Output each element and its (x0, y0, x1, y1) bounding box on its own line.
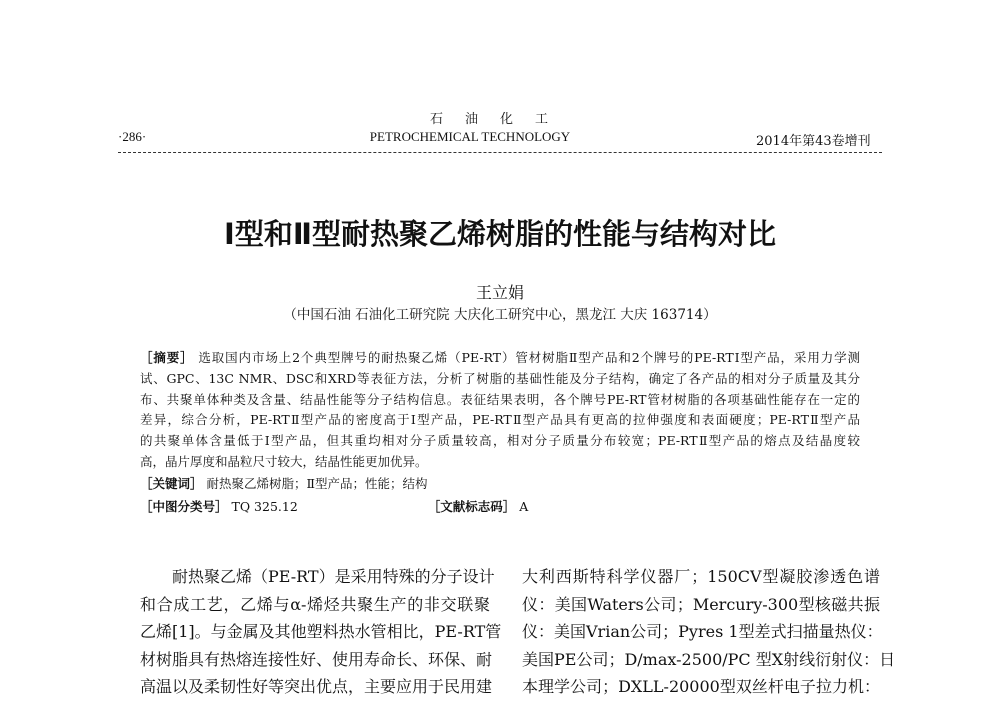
author: 王立娟 (475, 283, 524, 302)
document-code-label: ［文献标志码］ (427, 499, 516, 514)
body-column-left (140, 563, 502, 701)
page-number: ·286· (118, 129, 147, 144)
body-column-right (522, 563, 896, 701)
body-line: 乙烯[1]。与金属及其他塑料热水管相比，PE-RT管 (140, 622, 502, 641)
affiliation: （中国石油 石油化工研究院 大庆化工研究中心，黑龙江 大庆 163714） (283, 307, 717, 323)
paper-title: Ⅰ型和Ⅱ型耐热聚乙烯树脂的性能与结构对比 (224, 217, 776, 251)
keywords-value: 耐热聚乙烯树脂；Ⅱ型产品；性能；结构 (206, 476, 428, 491)
document-code-value: A (519, 499, 529, 514)
journal-name-chinese: 石油化工 (429, 112, 570, 127)
abstract-line: 布、共聚单体种类及含量、结晶性能等分子结构信息。表征结果表明，各个牌号PE-RT管材树脂的各项基础性能存在一定的 (140, 392, 860, 407)
keywords (140, 474, 860, 494)
header-divider (118, 152, 882, 153)
body-line: 高温以及柔韧性好等突出优点，主要应用于民用建 (140, 677, 493, 696)
classification-label: ［中图分类号］ (140, 499, 228, 514)
abstract-line: 试、GPC、13C NMR、DSC和XRD等表征方法，分析了树脂的基础性能及分子结构，确定了各产品的相对分子质量及其分 (140, 371, 860, 386)
abstract-text: 选取国内市场上2个典型牌号的耐热聚乙烯（PE-RT）管材树脂Ⅱ型产品和2个牌号的PE-RTⅠ型产品，采用力学测 (198, 350, 860, 365)
body-line: 材树脂具有热熔连接性好、使用寿命长、环保、耐 (140, 649, 493, 669)
classification-value: TQ 325.12 (231, 499, 298, 514)
body-line: 耐热聚乙烯（PE-RT）是采用特殊的分子设计 (140, 567, 495, 586)
abstract-line (140, 348, 860, 368)
issue-info: 2014年第43卷增刊 (756, 134, 871, 149)
abstract-line: 的共聚单体含量低于Ⅰ型产品，但其重均相对分子质量较高，相对分子质量分布较宽；PE-RTⅡ型产品的熔点及结晶度较 (140, 433, 860, 448)
body-line: 本理学公司；DXLL-20000型双丝杆电子拉力机： (522, 677, 880, 696)
body-line: 大利西斯特科学仪器厂；150CV型凝胶渗透色谱 (522, 567, 880, 586)
body-line: 仪：美国Waters公司；Mercury-300型核磁共振 (522, 594, 880, 614)
body-line: 仪：美国Vrian公司；Pyres 1型差式扫描量热仪： (522, 622, 883, 641)
abstract-line: 高，晶片厚度和晶粒尺寸较大，结晶性能更加优异。 (140, 454, 428, 469)
body-line: 和合成工艺，乙烯与α-烯烃共聚生产的非交联聚 (140, 594, 490, 614)
abstract-label: ［摘要］ (140, 350, 194, 365)
body-line: 美国PE公司；D/max-2500/PC 型X射线衍射仪：日 (522, 649, 896, 669)
keywords-label: ［关键词］ (140, 476, 203, 491)
abstract-line: 差异，综合分析，PE-RTⅡ型产品的密度高于Ⅰ型产品，PE-RTⅡ型产品具有更高的拉伸强度和表面硬度；PE-RTⅡ型产品 (140, 412, 860, 427)
classification (140, 497, 860, 517)
journal-name-english: PETROCHEMICAL TECHNOLOGY (369, 129, 571, 144)
